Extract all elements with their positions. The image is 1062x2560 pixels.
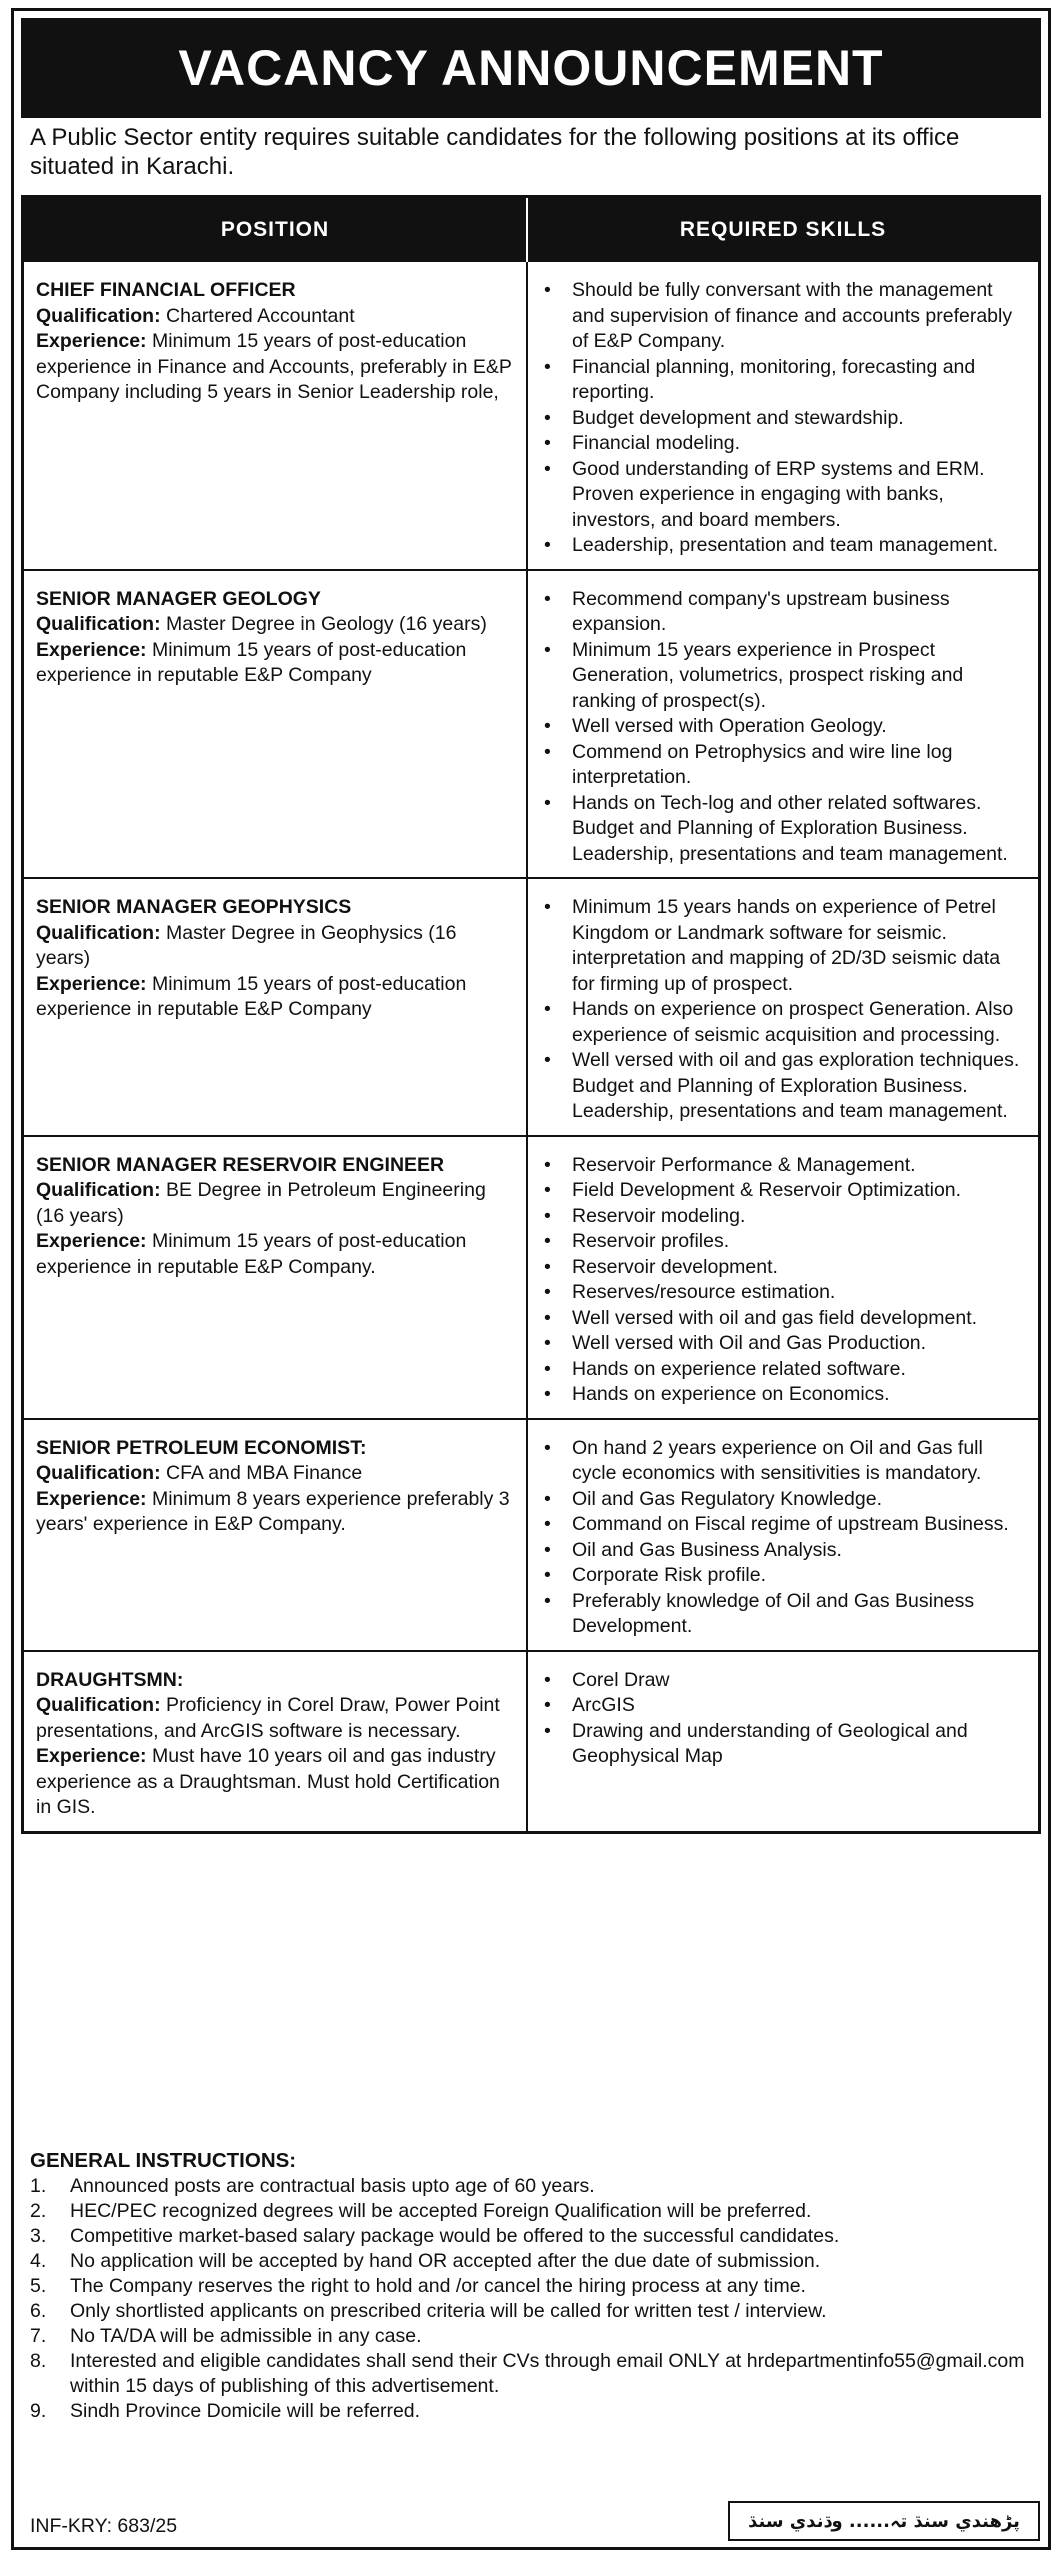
qualification-label: Qualification: — [36, 613, 161, 635]
skill-item: • ArcGIS — [538, 1693, 1026, 1719]
qualification-label: Qualification: — [36, 1179, 161, 1201]
table-row — [24, 877, 1038, 1135]
skills-cell — [528, 1420, 1038, 1650]
header-position: POSITION — [24, 198, 528, 262]
position-cell — [24, 1652, 528, 1831]
skill-item: • Preferably knowledge of Oil and Gas Business Development. — [538, 1589, 1026, 1640]
skill-item: • Field Development & Reservoir Optimization. — [538, 1178, 1026, 1204]
experience-label: Experience: — [36, 330, 147, 352]
skill-item: • Oil and Gas Regulatory Knowledge. — [538, 1487, 1026, 1513]
slogan-stamp: پڑھندي سنڌ تہ...... وڌندي سنڌ — [728, 2501, 1040, 2541]
instruction-item — [30, 2274, 1040, 2299]
qualification-value: Proficiency in Corel Draw, Power Point presentations, and ArcGIS software is necessary. — [36, 1694, 500, 1742]
skill-item: • Reservoir modeling. — [538, 1204, 1026, 1230]
skills-cell — [528, 1652, 1038, 1831]
skill-item: • Should be fully conversant with the management and supervision of finance and accounts preferably of E&P Company. — [538, 278, 1026, 355]
instruction-text: Competitive market-based salary package would be offered to the successful candidates. — [70, 2225, 840, 2247]
instruction-text: Sindh Province Domicile will be referred. — [70, 2400, 421, 2422]
skill-item: • Well versed with oil and gas exploration techniques. Budget and Planning of Exploration Business. Leadership, presentations and team management. — [538, 1048, 1026, 1125]
instruction-text: Announced posts are contractual basis upto age of 60 years. — [70, 2175, 595, 2197]
skill-item: • Command on Fiscal regime of upstream Business. — [538, 1512, 1026, 1538]
skill-item: • Financial modeling. — [538, 431, 1026, 457]
position-title: SENIOR MANAGER GEOPHYSICS — [36, 896, 352, 918]
instruction-text: No application will be accepted by hand OR accepted after the due date of submission. — [70, 2250, 821, 2272]
qualification-value: BE Degree in Petroleum Engineering (16 years) — [36, 1179, 486, 1227]
position-title: CHIEF FINANCIAL OFFICER — [36, 279, 296, 301]
experience-value: Minimum 15 years of post-education experience in reputable E&P Company — [36, 972, 467, 1020]
skills-list — [538, 1436, 1026, 1640]
experience-value: Must have 10 years oil and gas industry experience as a Draughtsman. Must hold Certification in GIS. — [36, 1745, 500, 1818]
instruction-item — [30, 2224, 1040, 2249]
skills-list — [538, 587, 1026, 868]
qualification-label: Qualification: — [36, 1462, 161, 1484]
skills-cell — [528, 1137, 1038, 1418]
table-header — [24, 198, 1038, 262]
skill-item: • Reservoir development. — [538, 1255, 1026, 1281]
table-body — [24, 262, 1038, 1831]
skill-item: • Drawing and understanding of Geological and Geophysical Map — [538, 1719, 1026, 1770]
skill-item: • Reservoir profiles. — [538, 1229, 1026, 1255]
skill-item: • Oil and Gas Business Analysis. — [538, 1538, 1026, 1564]
positions-table — [21, 195, 1041, 1834]
skill-item: • Reserves/resource estimation. — [538, 1280, 1026, 1306]
qualification-value: CFA and MBA Finance — [166, 1462, 363, 1484]
skill-item: • Reservoir Performance & Management. — [538, 1153, 1026, 1179]
skill-item: • Commend on Petrophysics and wire line log interpretation. — [538, 740, 1026, 791]
position-cell — [24, 1137, 528, 1418]
instruction-text: Only shortlisted applicants on prescribed criteria will be called for written test / interview. — [70, 2300, 827, 2322]
reference-number: INF-KRY: 683/25 — [30, 2515, 178, 2537]
instruction-item — [30, 2324, 1040, 2349]
instruction-number: 6. — [30, 2300, 47, 2322]
skill-item: • Corporate Risk profile. — [538, 1563, 1026, 1589]
instruction-number: 4. — [30, 2250, 47, 2272]
qualification-label: Qualification: — [36, 304, 161, 327]
instruction-text: HEC/PEC recognized degrees will be accepted Foreign Qualification will be preferred. — [70, 2200, 812, 2222]
skills-cell — [528, 571, 1038, 878]
experience-value: Minimum 8 years experience preferably 3 years' experience in E&P Company. — [36, 1487, 510, 1535]
instruction-number: 8. — [30, 2350, 47, 2372]
general-instructions-title: GENERAL INSTRUCTIONS: — [30, 2149, 297, 2172]
instruction-item — [30, 2249, 1040, 2274]
skills-list — [538, 1153, 1026, 1408]
instruction-number: 7. — [30, 2325, 47, 2347]
position-cell — [24, 879, 528, 1135]
instruction-number: 2. — [30, 2200, 47, 2222]
experience-label: Experience: — [36, 1487, 147, 1510]
instruction-text: No TA/DA will be admissible in any case. — [70, 2325, 422, 2347]
instruction-number: 3. — [30, 2225, 47, 2247]
skill-item: • Corel Draw — [538, 1668, 1026, 1694]
instruction-item — [30, 2399, 1040, 2424]
instruction-text: The Company reserves the right to hold and /or cancel the hiring process at any time. — [70, 2275, 806, 2297]
qualification-value: Chartered Accountant — [166, 304, 355, 327]
general-instructions-list — [30, 2174, 1040, 2424]
experience-label: Experience: — [36, 1745, 147, 1767]
skills-list — [538, 278, 1026, 559]
skill-item: • Well versed with oil and gas field development. — [538, 1306, 1026, 1332]
skills-list — [538, 1668, 1026, 1770]
position-title: SENIOR MANAGER RESERVOIR ENGINEER — [36, 1153, 445, 1176]
position-cell — [24, 1420, 528, 1650]
skill-item: • Hands on experience related software. — [538, 1357, 1026, 1383]
position-title: SENIOR MANAGER GEOLOGY — [36, 587, 321, 610]
intro-text: A Public Sector entity requires suitable candidates for the following positions at its office situated in Karachi. — [30, 124, 960, 180]
experience-value: Minimum 15 years of post-education experience in Finance and Accounts, preferably in E&P Company including 5 years in Senior Leadership role, — [36, 330, 512, 403]
skill-item: • Well versed with Oil and Gas Production. — [538, 1331, 1026, 1357]
skill-item: • Hands on Tech-log and other related softwares. Budget and Planning of Exploration Business. Leadership, presentations and team management. — [538, 791, 1026, 868]
skills-cell — [528, 879, 1038, 1135]
skill-item: • Budget development and stewardship. — [538, 406, 1026, 432]
instruction-number: 1. — [30, 2175, 47, 2197]
position-title: DRAUGHTSMN: — [36, 1668, 184, 1691]
skill-item: • Hands on experience on prospect Generation. Also experience of seismic acquisition and processing. — [538, 997, 1026, 1048]
instruction-number: 9. — [30, 2400, 47, 2422]
advertisement-page — [11, 8, 1051, 2550]
skill-item: • Well versed with Operation Geology. — [538, 714, 1026, 740]
table-row — [24, 262, 1038, 569]
qualification-value: Master Degree in Geology (16 years) — [166, 613, 487, 635]
instruction-item — [30, 2199, 1040, 2224]
qualification-value: Master Degree in Geophysics (16 years) — [36, 921, 457, 969]
skill-item: • Recommend company's upstream business expansion. — [538, 587, 1026, 638]
table-row — [24, 1135, 1038, 1418]
skill-item: • Good understanding of ERP systems and ERM. Proven experience in engaging with banks, investors, and board members. — [538, 457, 1026, 534]
instruction-item — [30, 2349, 1040, 2399]
skills-cell — [528, 262, 1038, 569]
skill-item: • Minimum 15 years experience in Prospect Generation, volumetrics, prospect risking and ranking of prospect(s). — [538, 638, 1026, 715]
qualification-label: Qualification: — [36, 1694, 161, 1716]
experience-label: Experience: — [36, 1230, 147, 1252]
experience-label: Experience: — [36, 972, 147, 995]
header-skills: REQUIRED SKILLS — [679, 218, 887, 241]
skill-item: • Financial planning, monitoring, forecasting and reporting. — [538, 355, 1026, 406]
position-cell — [24, 262, 528, 569]
table-row — [24, 569, 1038, 878]
skill-item: • Leadership, presentation and team management. — [538, 533, 1026, 559]
title-banner — [21, 18, 1041, 118]
page-title: VACANCY ANNOUNCEMENT — [178, 40, 884, 96]
experience-value: Minimum 15 years of post-education experience in reputable E&P Company — [36, 638, 467, 686]
instruction-item — [30, 2299, 1040, 2324]
skill-item: • Minimum 15 years hands on experience of Petrel Kingdom or Landmark software for seismic. interpretation and mapping of 2D/3D seismic data for firming up of prospect. — [538, 895, 1026, 997]
skill-item: • On hand 2 years experience on Oil and Gas full cycle economics with sensitivities is mandatory. — [538, 1436, 1026, 1487]
table-row — [24, 1650, 1038, 1831]
skill-item: • Hands on experience on Economics. — [538, 1382, 1026, 1408]
qualification-label: Qualification: — [36, 921, 161, 944]
table-row — [24, 1418, 1038, 1650]
skills-list — [538, 895, 1026, 1125]
instruction-item — [30, 2174, 1040, 2199]
experience-value: Minimum 15 years of post-education experience in reputable E&P Company. — [36, 1230, 467, 1278]
general-instructions — [30, 2147, 1040, 2424]
instruction-text: Interested and eligible candidates shall send their CVs through email ONLY at hrdepartmentinfo55@gmail.com within 15 days of publishing of this advertisement. — [70, 2350, 1025, 2397]
position-cell — [24, 571, 528, 878]
position-title: SENIOR PETROLEUM ECONOMIST: — [36, 1436, 367, 1459]
experience-label: Experience: — [36, 638, 147, 661]
instruction-number: 5. — [30, 2275, 47, 2297]
